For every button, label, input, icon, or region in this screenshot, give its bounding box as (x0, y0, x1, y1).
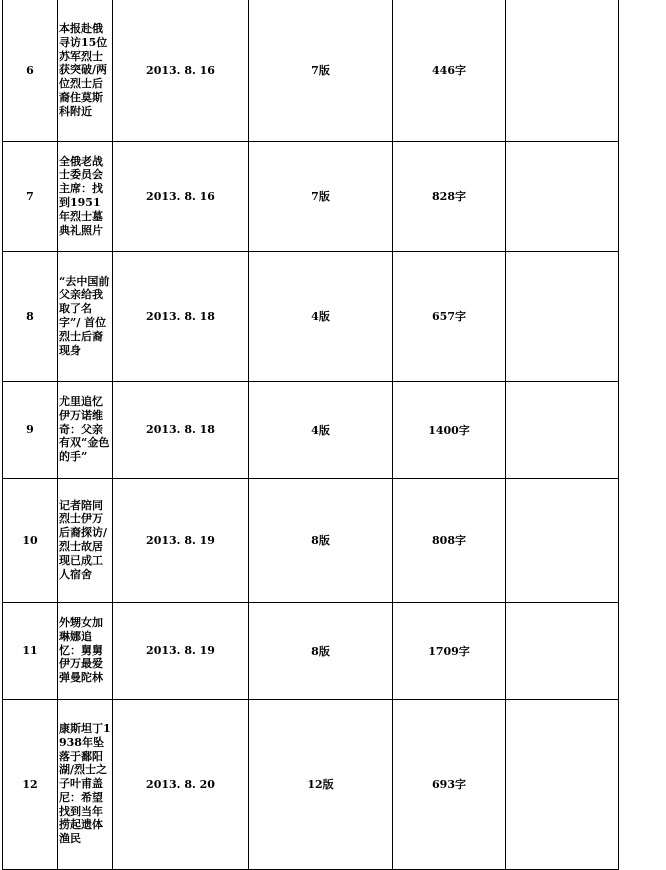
blank-cell (506, 141, 619, 251)
word-count: 657字 (393, 251, 506, 381)
page-number: 8版 (249, 478, 393, 602)
table-row (3, 141, 619, 251)
page-number: 4版 (249, 251, 393, 381)
page-number: 4版 (249, 381, 393, 478)
page-number: 8版 (249, 602, 393, 699)
word-count: 808字 (393, 478, 506, 602)
word-count: 1709字 (393, 602, 506, 699)
table-row (3, 0, 619, 141)
row-number: 10 (3, 478, 58, 602)
row-number: 6 (3, 0, 58, 141)
blank-cell (506, 0, 619, 141)
publish-date: 2013. 8. 18 (113, 381, 249, 478)
row-number: 7 (3, 141, 58, 251)
table-row (3, 251, 619, 381)
word-count: 1400字 (393, 381, 506, 478)
row-number: 8 (3, 251, 58, 381)
publish-date: 2013. 8. 18 (113, 251, 249, 381)
word-count: 693字 (393, 699, 506, 869)
table-row (3, 478, 619, 602)
publish-date: 2013. 8. 16 (113, 0, 249, 141)
article-title: 全俄老战士委员会主席：找到1951年烈士墓典礼照片 (58, 141, 113, 251)
article-title: 外甥女加琳娜追忆：舅舅伊万最爱弹曼陀林 (58, 602, 113, 699)
article-title: 本报赴俄寻访15位苏军烈士获突破/两位烈士后裔住莫斯科附近 (58, 0, 113, 141)
page-number: 7版 (249, 0, 393, 141)
blank-cell (506, 699, 619, 869)
article-title: 尤里追忆伊万诺维奇：父亲有双“金色的手” (58, 381, 113, 478)
article-title: 记者陪同烈士伊万后裔探访/烈士故居现已成工人宿舍 (58, 478, 113, 602)
table-row (3, 699, 619, 869)
table-row (3, 602, 619, 699)
row-number: 11 (3, 602, 58, 699)
publish-date: 2013. 8. 20 (113, 699, 249, 869)
blank-cell (506, 381, 619, 478)
blank-cell (506, 251, 619, 381)
article-title: “去中国前父亲给我取了名字”/ 首位烈士后裔现身 (58, 251, 113, 381)
publish-date: 2013. 8. 19 (113, 602, 249, 699)
publish-date: 2013. 8. 16 (113, 141, 249, 251)
row-number: 9 (3, 381, 58, 478)
word-count: 446字 (393, 0, 506, 141)
row-number: 12 (3, 699, 58, 869)
word-count: 828字 (393, 141, 506, 251)
article-table (2, 0, 619, 870)
publish-date: 2013. 8. 19 (113, 478, 249, 602)
blank-cell (506, 602, 619, 699)
page-number: 12版 (249, 699, 393, 869)
article-title: 康斯坦丁1938年坠落于鄱阳湖/烈士之子叶甫盖尼：希望找到当年捞起遗体渔民 (58, 699, 113, 869)
blank-cell (506, 478, 619, 602)
page-number: 7版 (249, 141, 393, 251)
table-row (3, 381, 619, 478)
